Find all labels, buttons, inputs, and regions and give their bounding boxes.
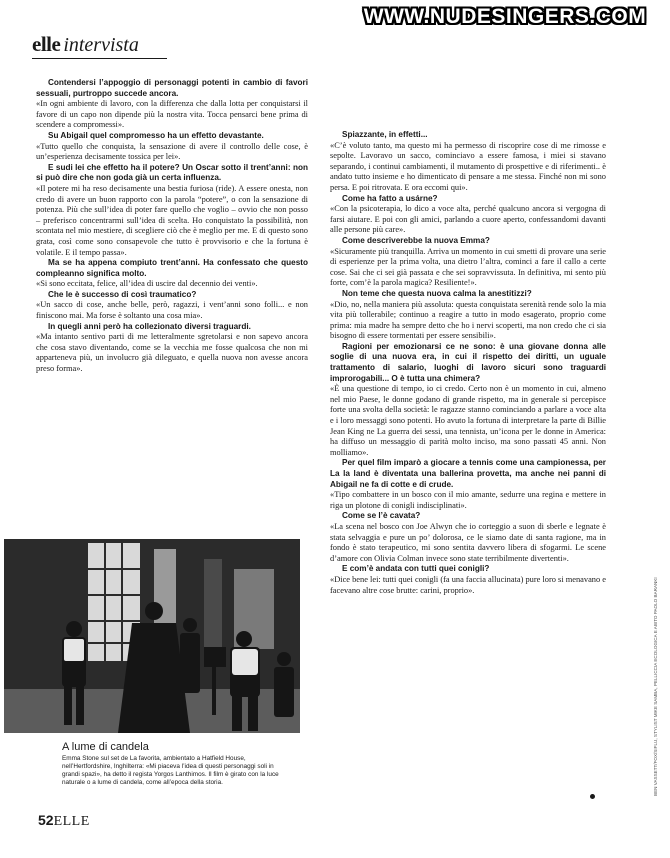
interview-answer: «Ma intanto sentivo parti di me letteralmente sgretolarsi e non sapevo ancora che cosa stavo diventando, come se la vecchia me fosse qualcosa che non mi apparteneva più, un involucro già dileguato, e quella nuova non avesse ancora preso forma».: [36, 332, 308, 374]
folio-brand: ELLE: [53, 814, 90, 829]
watermark: WWW.NUDESINGERS.COM: [363, 5, 647, 28]
page-header: [32, 32, 139, 58]
interview-answer: «Tipo combattere in un bosco con il mio amante, sedurre una regina e mettere in riga un plotone di conigli indisciplinati».: [330, 490, 606, 510]
photo-illustration: [4, 539, 300, 733]
interview-question: Come se l’è cavata?: [342, 511, 421, 521]
interview-answer: «Un sacco di cose, anche belle, però, ragazzi, i vent’anni sono folli... e non finiscono mai. Ma forse è soltanto una cosa mia».: [36, 300, 308, 321]
film-set-photo: [4, 539, 300, 733]
interview-answer: «C’è voluto tanto, ma questo mi ha permesso di riscoprire cose di me rimosse e sepolte. Lavoravo un sacco, cominciavo a essere famosa, i miei si stavano separando, i continui cambiamenti, il mutamento di prospettive e di riferimenti.. è andato tutto insieme e ho dimenticato di pensare a me stessa. Finché non mi sono persa. E poi ritrovata. E ora eccomi qui».: [330, 140, 606, 192]
interview-answer: «Sicuramente più tranquilla. Arriva un momento in cui smetti di provare una serie di esperienze per la prima volta, una dietro l’altra, cominci a fare il callo a certe cose. Sai che ci sei già passata e che sei sopravvissuta. In definitiva, mi sento più forte, com’è la parola magica? Resiliente!».: [330, 246, 606, 288]
right-text-column: [330, 130, 606, 596]
interview-answer: «Con la psicoterapia, lo dico a voce alta, perché qualcuno ancora si vergogna di farsi aiutare. E poi con gli amici, parlando a cuore aperto, confessandomi davanti alle persone più care».: [330, 204, 606, 235]
caption-title-a: A lume: [62, 741, 96, 753]
caption-title-b: di candela: [95, 741, 149, 753]
interview-question: Spiazzante, in effetti...: [342, 130, 428, 139]
page-number: 52: [38, 812, 54, 828]
interview-answer: «La scena nel bosco con Joe Alwyn che io corteggio a suon di sberle e legnate è stata selvaggia e pure un po’ dolorosa, ce le siamo date di santa ragione, ma in fondo è stato terapeutico, mi sono sentita davvero libera di sfogarmi. Le scene d’amore con Olivia Colman invece sono state terribilmente divertenti».: [330, 521, 606, 563]
interview-question: Ragioni per emozionarsi ce ne sono: è una giovane donna alle soglie di una nuova era, in cui il rispetto dei diritti, un uguale trattamento di salario, luoghi di lavoro sicuri sono traguardi improrogabili... O è tutta una chimera?: [330, 341, 606, 383]
interview-question: Che le è successo di così traumatico?: [48, 289, 197, 299]
interview-answer: «È una questione di tempo, io ci credo. Certo non è un momento in cui, almeno nel mio Paese, le donne godano di grande rispetto, ma in generale si percepisce forte una svolta della società: le ragazze stanno cominciando a parlare a voce alta e i loro messaggi sono potenti. Ho avuto la fortuna di interpretare la parte di Billie Jean King ne La guerra dei sessi, una tennista, un’icona per le donne in America: ha diffuso un messaggio di parità molto inciso, ma sono passati 45 anni. Non molliamo».: [330, 384, 606, 457]
interview-answer: «Dio, no, nella maniera più assoluta: questa conquistata serenità rende solo la mia vita più tollerabile; continuo a reagire a tutto in modo esagerato, proprio come prima: mia madre ha sempre detto che ho i nervi scoperti, ma non credo che ci sia bisogno di essere tormentati per essere sensibili».: [330, 299, 606, 341]
header-section: intervista: [63, 34, 139, 56]
interview-question: Contendersi l’appoggio di personaggi potenti in cambio di favori sessuali, purtroppo succede ancora.: [36, 78, 308, 98]
interview-answer: «Dice bene lei: tutti quei conigli (fa una faccia allucinata) pure loro si menavano e facevano altre cose brutte: carini, proprio».: [330, 574, 606, 595]
interview-question: E com’è andata con tutti quei conigli?: [342, 564, 490, 574]
interview-question: Non teme che questa nuova calma la anestitizzi?: [342, 288, 532, 298]
page-folio: [38, 812, 90, 830]
end-mark-dot: [590, 794, 595, 799]
interview-answer: «Il potere mi ha reso decisamente una bestia furiosa (ride). A essere onesta, non credo di avere un buon rapporto con la parola “potere”, o con la sensazione di potenza. Più che sull’idea di poter fare quello che voglio – ovvio che non posso – preferisco concentrarmi sull’idea di scelta. Ho conquistato la possibilità, non scontata nel mio mestiere, di scegliere ciò che è meglio per me. E di questo sono grata, così come sono consapevole che tutto è provvisorio e che la fortuna è volatile. E il tempo passa».: [36, 183, 308, 257]
interview-question: E sudi lei che effetto ha il potere? Un Oscar sotto il trent’anni: non si può dire che non goda già un certa influenza.: [36, 162, 308, 183]
interview-question: Ma se ha appena compiuto trent’anni. Ha confessato che questo compleanno significa molto.: [36, 258, 308, 278]
interview-question: In quegli anni però ha collezionato diversi traguardi.: [48, 321, 251, 331]
caption-title: [62, 741, 149, 753]
interview-answer: «Si sono eccitata, felice, all’idea di uscire dal decennio dei venti».: [36, 279, 258, 289]
interview-question: Per quel film imparò a giocare a tennis come una campionessa, per La la land è diventata una ballerina provetta, ma anche nei panni di Abigail ne fa di cotte e di crude.: [330, 458, 606, 489]
interview-question: Come ha fatto a usárne?: [342, 193, 438, 203]
interview-question: Su Abigail quel compromesso ha un effetto devastante.: [48, 130, 264, 140]
interview-answer: «Tutto quello che conquista, la sensazione di avere il controllo delle cose, è un’esperienza decisamente tossica per lei».: [36, 141, 308, 162]
header-brand: elle: [32, 32, 61, 56]
caption-body: Emma Stone sul set de La favorita, ambientato a Hatfield House, nell’Hertfordshire, Inghilterra: «Mi piaceva l’idea di questi personaggi soli in grandi spazi», ha detto il regista Yorgos Lanthimos. Il film è girato con la luce naturale o a lume di candela, come all’epoca della storia.: [62, 755, 279, 787]
interview-question: Come descriverebbe la nuova Emma?: [342, 235, 490, 245]
photo-credit: BEN VASSETT/FOX/SIFLU, STYLIST MIKE SAMBA, PELLICCIA ECOLOGICA E ABITO PAOLO BARANKI: [653, 577, 658, 796]
header-rule: [32, 58, 167, 59]
interview-answer: «In ogni ambiente di lavoro, con la differenza che dalla lotta per conquistarsi il favore di un capo non dipende più la nostra vita. Tocca pensarci bene prima di scendere a compromessi».: [36, 99, 308, 130]
left-text-column: [36, 78, 308, 375]
